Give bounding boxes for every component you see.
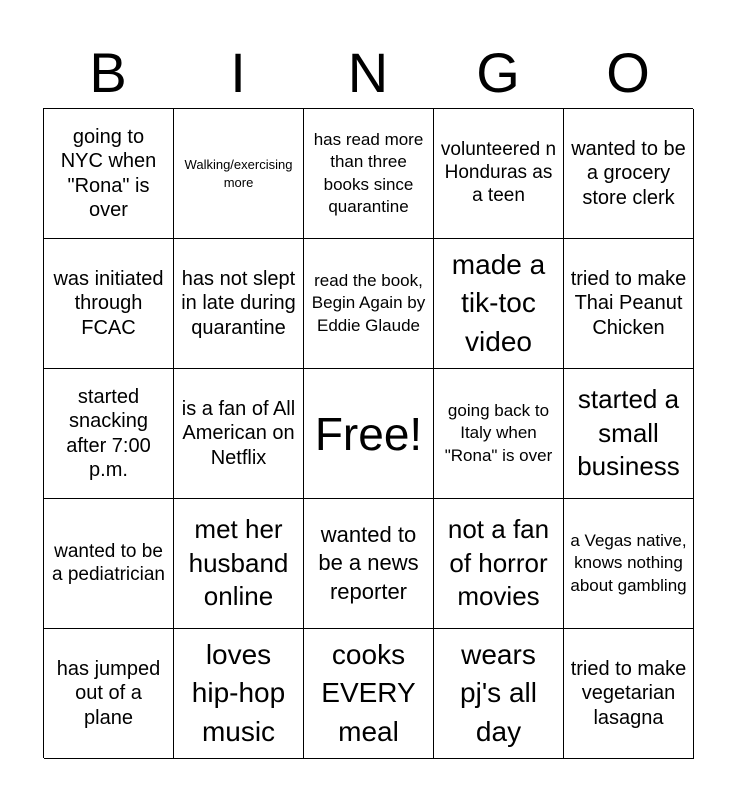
header-letter-b: B	[89, 41, 127, 104]
bingo-header	[43, 38, 693, 108]
bingo-cell-r5c1[interactable]: has jumped out of a plane	[44, 629, 174, 759]
bingo-cell-r3c4[interactable]: going back to Italy when "Rona" is over	[434, 369, 564, 499]
bingo-cell-r5c5[interactable]: tried to make vegetarian lasagna	[564, 629, 694, 759]
bingo-cell-r4c3[interactable]: wanted to be a news reporter	[304, 499, 434, 629]
bingo-cell-r3c2[interactable]: is a fan of All American on Netflix	[174, 369, 304, 499]
bingo-cell-r4c5[interactable]: a Vegas native, knows nothing about gambling	[564, 499, 694, 629]
bingo-cell-free[interactable]: Free!	[304, 369, 434, 499]
bingo-cell-r5c2[interactable]: loves hip-hop music	[174, 629, 304, 759]
bingo-cell-r1c1[interactable]: going to NYC when "Rona" is over	[44, 109, 174, 239]
bingo-cell-r2c2[interactable]: has not slept in late during quarantine	[174, 239, 304, 369]
bingo-cell-r2c4[interactable]: made a tik-toc video	[434, 239, 564, 369]
header-letter-i: I	[230, 41, 246, 104]
bingo-cell-r5c3[interactable]: cooks EVERY meal	[304, 629, 434, 759]
bingo-cell-r1c2[interactable]: Walking/exercising more	[174, 109, 304, 239]
bingo-grid	[43, 108, 693, 758]
bingo-cell-r4c1[interactable]: wanted to be a pediatrician	[44, 499, 174, 629]
bingo-cell-r3c1[interactable]: started snacking after 7:00 p.m.	[44, 369, 174, 499]
bingo-cell-r4c2[interactable]: met her husband online	[174, 499, 304, 629]
header-letter-n: N	[347, 41, 389, 104]
bingo-cell-r5c4[interactable]: wears pj's all day	[434, 629, 564, 759]
bingo-cell-r1c5[interactable]: wanted to be a grocery store clerk	[564, 109, 694, 239]
bingo-cell-r1c4[interactable]: volunteered n Honduras as a teen	[434, 109, 564, 239]
bingo-cell-r3c5[interactable]: started a small business	[564, 369, 694, 499]
bingo-cell-r2c1[interactable]: was initiated through FCAC	[44, 239, 174, 369]
bingo-cell-r4c4[interactable]: not a fan of horror movies	[434, 499, 564, 629]
bingo-cell-r2c3[interactable]: read the book, Begin Again by Eddie Glaude	[304, 239, 434, 369]
bingo-cell-r1c3[interactable]: has read more than three books since quarantine	[304, 109, 434, 239]
header-letter-g: G	[476, 41, 520, 104]
bingo-cell-r2c5[interactable]: tried to make Thai Peanut Chicken	[564, 239, 694, 369]
header-letter-o: O	[606, 41, 650, 104]
